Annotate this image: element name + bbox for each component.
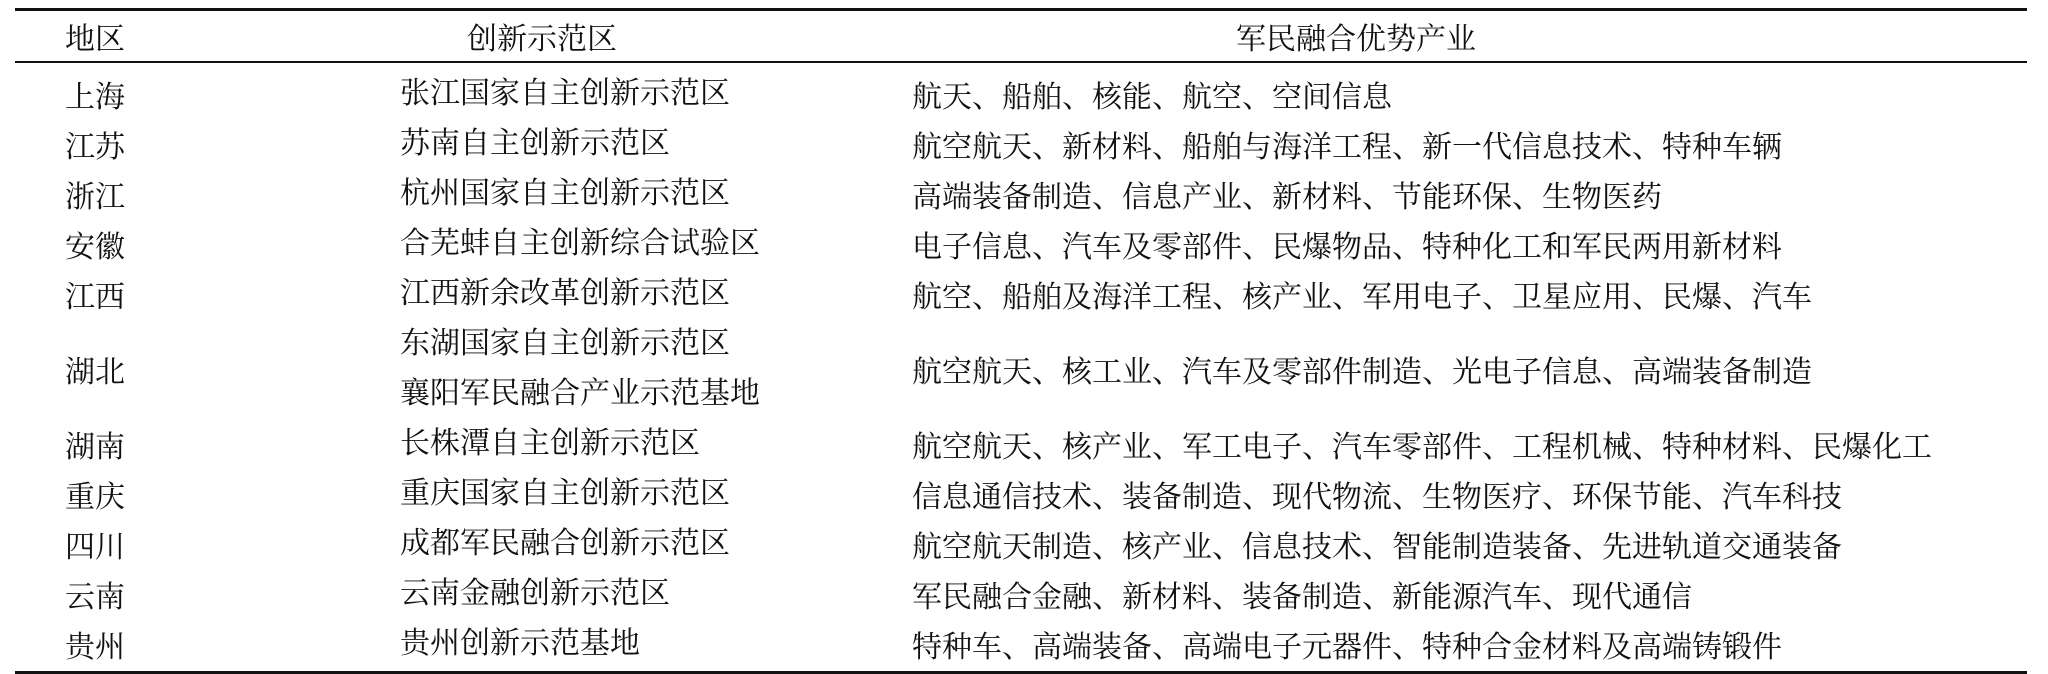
region-cell: 浙江 xyxy=(65,180,125,215)
zone-cell xyxy=(355,169,855,219)
header-industries: 军民融合优势产业 xyxy=(1236,22,1476,57)
table-row xyxy=(15,269,2027,319)
region-cell: 江西 xyxy=(65,280,125,315)
region-cell: 贵州 xyxy=(65,630,125,665)
zone-cell xyxy=(355,119,855,169)
region-cell: 云南 xyxy=(65,580,125,615)
table-row xyxy=(15,619,2027,673)
zone-cell xyxy=(355,319,855,419)
industries-cell: 航天、船舶、核能、航空、空间信息 xyxy=(912,80,1392,115)
region-cell: 上海 xyxy=(65,80,125,115)
table-row xyxy=(15,469,2027,519)
table-row xyxy=(15,119,2027,169)
industries-cell: 航空航天、核产业、军工电子、汽车零部件、工程机械、特种材料、民爆化工 xyxy=(912,430,1932,465)
table-row xyxy=(15,569,2027,619)
industries-cell: 航空、船舶及海洋工程、核产业、军用电子、卫星应用、民爆、汽车 xyxy=(912,280,1812,315)
zone-name: 张江国家自主创新示范区 xyxy=(400,76,730,111)
zone-name: 成都军民融合创新示范区 xyxy=(400,526,730,561)
table-row xyxy=(15,169,2027,219)
header-zone: 创新示范区 xyxy=(467,22,617,57)
zone-name: 杭州国家自主创新示范区 xyxy=(400,176,730,211)
zone-name: 苏南自主创新示范区 xyxy=(400,126,670,161)
industries-cell: 航空航天、核工业、汽车及零部件制造、光电子信息、高端装备制造 xyxy=(912,355,1812,390)
zone-cell xyxy=(355,519,855,569)
zone-name: 长株潭自主创新示范区 xyxy=(400,426,700,461)
table-row xyxy=(15,419,2027,469)
region-cell: 重庆 xyxy=(65,480,125,515)
region-cell: 江苏 xyxy=(65,130,125,165)
industries-cell: 航空航天制造、核产业、信息技术、智能制造装备、先进轨道交通装备 xyxy=(912,530,1842,565)
zone-cell xyxy=(355,419,855,469)
industries-cell: 特种车、高端装备、高端电子元器件、特种合金材料及高端铸锻件 xyxy=(912,630,1782,665)
zone-name: 江西新余改革创新示范区 xyxy=(400,276,730,311)
zone-name: 云南金融创新示范区 xyxy=(400,576,670,611)
zone-name: 重庆国家自主创新示范区 xyxy=(400,476,730,511)
region-cell: 湖北 xyxy=(65,355,125,390)
zone-cell xyxy=(355,469,855,519)
industries-cell: 电子信息、汽车及零部件、民爆物品、特种化工和军民两用新材料 xyxy=(912,230,1782,265)
region-cell: 湖南 xyxy=(65,430,125,465)
zone-cell xyxy=(355,569,855,619)
table-header-row xyxy=(15,10,2027,63)
table-row xyxy=(15,62,2027,119)
industries-cell: 航空航天、新材料、船舶与海洋工程、新一代信息技术、特种车辆 xyxy=(912,130,1782,165)
zone-cell xyxy=(355,619,855,673)
zone-name: 东湖国家自主创新示范区 xyxy=(400,326,730,361)
industries-cell: 信息通信技术、装备制造、现代物流、生物医疗、环保节能、汽车科技 xyxy=(912,480,1842,515)
table-row xyxy=(15,519,2027,569)
region-cell: 安徽 xyxy=(65,230,125,265)
industries-cell: 高端装备制造、信息产业、新材料、节能环保、生物医药 xyxy=(912,180,1662,215)
zone-name: 贵州创新示范基地 xyxy=(400,626,640,661)
header-region: 地区 xyxy=(65,22,125,57)
zone-cell xyxy=(355,269,855,319)
table-row xyxy=(15,219,2027,269)
zone-name: 襄阳军民融合产业示范基地 xyxy=(400,376,760,411)
zone-cell xyxy=(355,219,855,269)
table-row xyxy=(15,319,2027,419)
region-cell: 四川 xyxy=(65,530,125,565)
zone-cell xyxy=(355,62,855,119)
zone-name: 合芜蚌自主创新综合试验区 xyxy=(400,226,760,261)
innovation-zone-table xyxy=(15,8,2027,674)
industries-cell: 军民融合金融、新材料、装备制造、新能源汽车、现代通信 xyxy=(912,580,1692,615)
